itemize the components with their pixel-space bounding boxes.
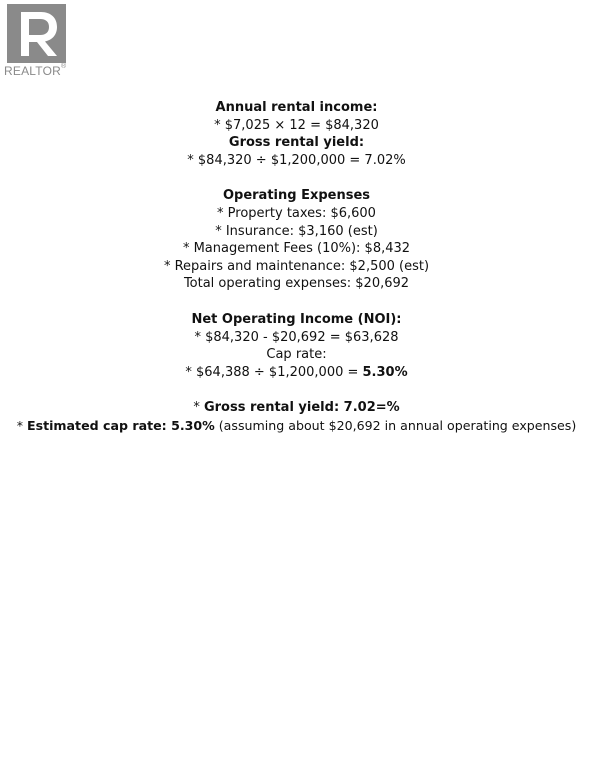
expense-item: * Repairs and maintenance: $2,500 (est): [163, 258, 430, 274]
cap-rate-calc-text: * $64,388 ÷ $1,200,000 =: [185, 364, 363, 380]
operating-expenses-heading: Operating Expenses: [222, 188, 371, 204]
summary-cap-bullet: *: [16, 417, 27, 433]
spacer: [0, 293, 593, 311]
realtor-logo: [4, 4, 70, 78]
total-expenses: Total operating expenses: $20,692: [183, 276, 410, 292]
spacer: [0, 169, 593, 187]
summary-yield-bullet: *: [193, 400, 204, 416]
expense-item: * Management Fees (10%): $8,432: [182, 241, 411, 257]
realtor-wordmark: [4, 64, 70, 78]
annual-income-heading: Annual rental income:: [215, 100, 378, 115]
summary-cap-text: Estimated cap rate: 5.30%: [27, 417, 215, 433]
summary-cap-note: (assuming about $20,692 in annual operating expenses): [214, 417, 577, 433]
summary-yield-text: Gross rental yield: 7.02=%: [203, 400, 400, 416]
noi-heading: Net Operating Income (NOI):: [191, 311, 402, 327]
expense-item: * Insurance: $3,160 (est): [215, 223, 378, 239]
expense-item: * Property taxes: $6,600: [217, 205, 376, 221]
cap-rate-calc: [0, 364, 593, 382]
summary-yield: [0, 399, 593, 417]
noi-calc: * $84,320 - $20,692 = $63,628: [194, 329, 399, 345]
annual-income-calc: * $7,025 × 12 = $84,320: [214, 117, 379, 133]
spacer: [0, 381, 593, 399]
realtor-wordmark-text: REALTOR: [4, 64, 61, 78]
rental-analysis: [0, 99, 593, 435]
summary-cap-rate: [0, 417, 593, 435]
gross-yield-calc: * $84,320 ÷ $1,200,000 = 7.02%: [187, 152, 406, 168]
cap-rate-value: 5.30%: [362, 364, 408, 380]
cap-rate-label: Cap rate:: [266, 347, 327, 363]
realtor-r-icon: [7, 4, 66, 63]
gross-yield-heading: Gross rental yield:: [228, 135, 365, 151]
registered-mark: ®: [60, 63, 67, 70]
